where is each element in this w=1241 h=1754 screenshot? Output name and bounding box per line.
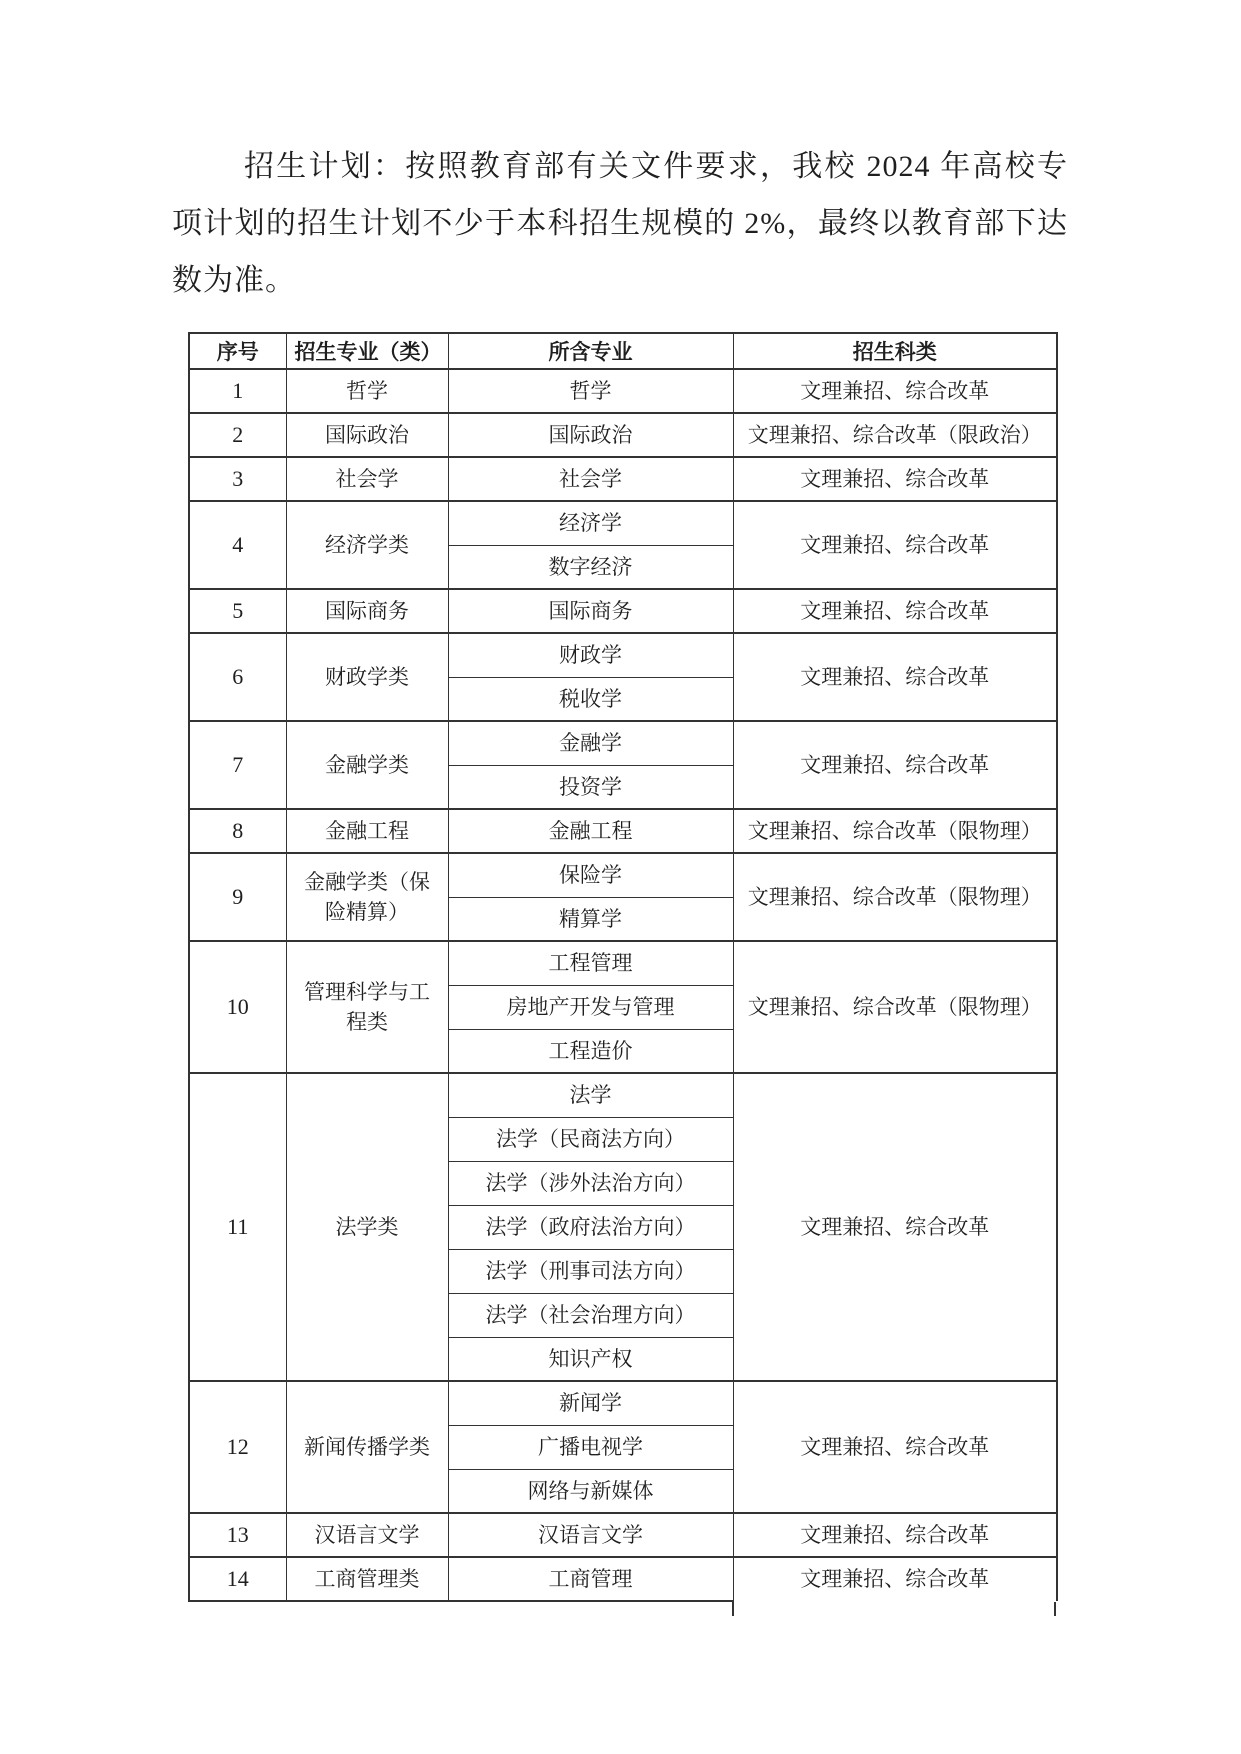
- cell-category: 文理兼招、综合改革: [733, 457, 1057, 501]
- cell-no: 12: [189, 1381, 286, 1513]
- cell-category: 文理兼招、综合改革（限物理）: [733, 853, 1057, 941]
- table-body: [189, 369, 1057, 1601]
- cell-category: 文理兼招、综合改革（限政治）: [733, 413, 1057, 457]
- col-header-category: 招生科类: [733, 333, 1057, 369]
- cell-no: 7: [189, 721, 286, 809]
- cell-sub: 投资学: [448, 765, 733, 809]
- cell-no: 9: [189, 853, 286, 941]
- cell-sub: 经济学: [448, 501, 733, 545]
- table-row: [189, 633, 1057, 677]
- cell-sub: 工程造价: [448, 1029, 733, 1073]
- cell-sub: 法学（刑事司法方向）: [448, 1249, 733, 1293]
- cell-no: 4: [189, 501, 286, 589]
- cell-sub: 法学（涉外法治方向）: [448, 1161, 733, 1205]
- enrollment-table: [188, 332, 1058, 1602]
- cell-sub: 新闻学: [448, 1381, 733, 1425]
- cell-major: 管理科学与工程类: [286, 941, 448, 1073]
- cell-category: 文理兼招、综合改革（限物理）: [733, 941, 1057, 1073]
- col-header-sub: 所含专业: [448, 333, 733, 369]
- table-continuation-line-right: [1054, 1602, 1056, 1616]
- table-row: [189, 1513, 1057, 1557]
- cell-sub: 工商管理: [448, 1557, 733, 1601]
- cell-sub: 法学（政府法治方向）: [448, 1205, 733, 1249]
- cell-sub: 金融学: [448, 721, 733, 765]
- cell-no: 14: [189, 1557, 286, 1601]
- col-header-major: 招生专业（类）: [286, 333, 448, 369]
- cell-no: 3: [189, 457, 286, 501]
- cell-sub: 法学: [448, 1073, 733, 1117]
- table-row: [189, 1381, 1057, 1425]
- cell-category: 文理兼招、综合改革: [733, 633, 1057, 721]
- cell-sub: 金融工程: [448, 809, 733, 853]
- table-row: [189, 413, 1057, 457]
- cell-category: 文理兼招、综合改革: [733, 1557, 1057, 1601]
- cell-major: 国际商务: [286, 589, 448, 633]
- cell-sub: 知识产权: [448, 1337, 733, 1381]
- cell-sub: 汉语言文学: [448, 1513, 733, 1557]
- cell-no: 5: [189, 589, 286, 633]
- table-row: [189, 457, 1057, 501]
- cell-category: 文理兼招、综合改革: [733, 589, 1057, 633]
- cell-sub: 工程管理: [448, 941, 733, 985]
- cell-major: 经济学类: [286, 501, 448, 589]
- cell-major: 金融学类（保险精算）: [286, 853, 448, 941]
- table-row: [189, 941, 1057, 985]
- cell-no: 13: [189, 1513, 286, 1557]
- cell-category: 文理兼招、综合改革（限物理）: [733, 809, 1057, 853]
- table-row: [189, 1557, 1057, 1601]
- cell-sub: 精算学: [448, 897, 733, 941]
- cell-sub: 保险学: [448, 853, 733, 897]
- enrollment-table-wrap: [188, 332, 1056, 1602]
- cell-sub: 社会学: [448, 457, 733, 501]
- cell-sub: 数字经济: [448, 545, 733, 589]
- table-row: [189, 501, 1057, 545]
- cell-no: 8: [189, 809, 286, 853]
- table-row: [189, 369, 1057, 413]
- cell-sub: 国际商务: [448, 589, 733, 633]
- table-row: [189, 853, 1057, 897]
- cell-category: 文理兼招、综合改革: [733, 721, 1057, 809]
- cell-no: 2: [189, 413, 286, 457]
- cell-category: 文理兼招、综合改革: [733, 501, 1057, 589]
- cell-sub: 法学（民商法方向）: [448, 1117, 733, 1161]
- cell-major: 汉语言文学: [286, 1513, 448, 1557]
- cell-major: 新闻传播学类: [286, 1381, 448, 1513]
- cell-major: 金融学类: [286, 721, 448, 809]
- cell-major: 国际政治: [286, 413, 448, 457]
- cell-major: 社会学: [286, 457, 448, 501]
- table-continuation-line-left: [732, 1602, 734, 1616]
- cell-category: 文理兼招、综合改革: [733, 1381, 1057, 1513]
- table-row: [189, 589, 1057, 633]
- cell-sub: 税收学: [448, 677, 733, 721]
- cell-major: 法学类: [286, 1073, 448, 1381]
- table-row: [189, 721, 1057, 765]
- cell-sub: 哲学: [448, 369, 733, 413]
- cell-no: 6: [189, 633, 286, 721]
- cell-no: 10: [189, 941, 286, 1073]
- intro-paragraph: 招生计划：按照教育部有关文件要求，我校 2024 年高校专项计划的招生计划不少于本科招生规模的 2%，最终以教育部下达数为准。: [172, 150, 1068, 297]
- cell-no: 11: [189, 1073, 286, 1381]
- table-row: [189, 1073, 1057, 1117]
- table-header-row: [189, 333, 1057, 369]
- cell-major: 哲学: [286, 369, 448, 413]
- cell-sub: 财政学: [448, 633, 733, 677]
- cell-sub: 房地产开发与管理: [448, 985, 733, 1029]
- cell-category: 文理兼招、综合改革: [733, 1513, 1057, 1557]
- cell-sub: 网络与新媒体: [448, 1469, 733, 1513]
- cell-sub: 国际政治: [448, 413, 733, 457]
- cell-category: 文理兼招、综合改革: [733, 369, 1057, 413]
- cell-sub: 法学（社会治理方向）: [448, 1293, 733, 1337]
- cell-major: 财政学类: [286, 633, 448, 721]
- cell-major: 金融工程: [286, 809, 448, 853]
- table-row: [189, 809, 1057, 853]
- cell-sub: 广播电视学: [448, 1425, 733, 1469]
- cell-no: 1: [189, 369, 286, 413]
- cell-category: 文理兼招、综合改革: [733, 1073, 1057, 1381]
- col-header-no: 序号: [189, 333, 286, 369]
- cell-major: 工商管理类: [286, 1557, 448, 1601]
